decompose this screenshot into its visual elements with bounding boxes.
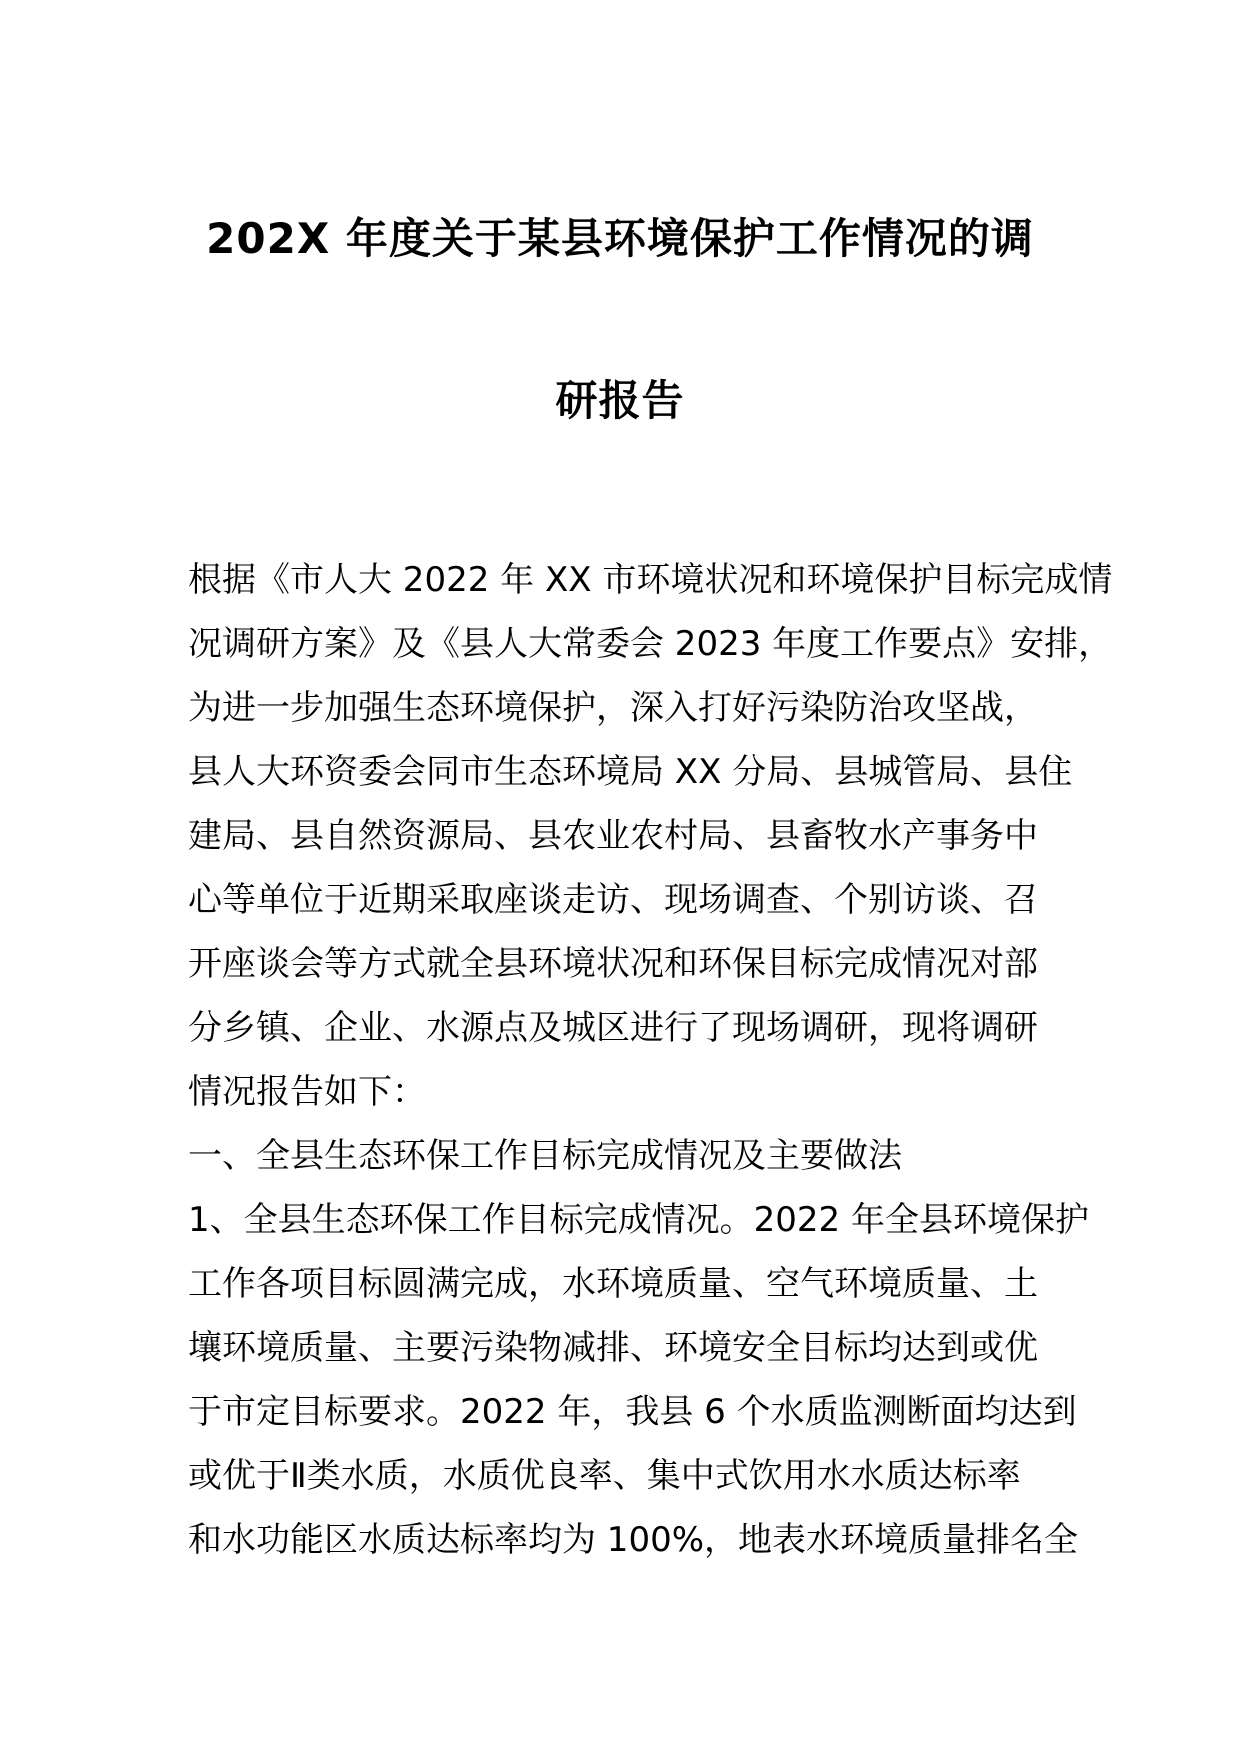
body-line: 况调研方案》及《县人大常委会 2023 年度工作要点》安排， [188, 624, 1113, 664]
section-heading: 一、全县生态环保工作目标完成情况及主要做法 [188, 1136, 902, 1176]
body-line: 或优于Ⅱ类水质，水质优良率、集中式饮用水水质达标率 [188, 1456, 1021, 1496]
body-line: 工作各项目标圆满完成，水环境质量、空气环境质量、土 [188, 1264, 1038, 1304]
body-line: 建局、县自然资源局、县农业农村局、县畜牧水产事务中 [188, 816, 1038, 856]
body-line: 心等单位于近期采取座谈走访、现场调查、个别访谈、召 [188, 880, 1038, 920]
body-line: 于市定目标要求。2022 年，我县 6 个水质监测断面均达到 [188, 1392, 1077, 1432]
document-title-line-2: 研报告 [555, 376, 685, 425]
body-line: 情况报告如下： [188, 1072, 426, 1112]
body-line: 根据《市人大 2022 年 XX 市环境状况和环境保护目标完成情 [188, 560, 1113, 600]
body-line: 分乡镇、企业、水源点及城区进行了现场调研，现将调研 [188, 1008, 1038, 1048]
body-line: 开座谈会等方式就全县环境状况和环保目标完成情况对部 [188, 944, 1038, 984]
body-line: 壤环境质量、主要污染物减排、环境安全目标均达到或优 [188, 1328, 1038, 1368]
body-line: 为进一步加强生态环境保护，深入打好污染防治攻坚战， [188, 688, 1038, 728]
document-title-line-1: 202X 年度关于某县环境保护工作情况的调 [206, 214, 1034, 263]
body-line: 1、全县生态环保工作目标完成情况。2022 年全县环境保护 [188, 1200, 1089, 1240]
document-body [188, 548, 1113, 1572]
body-line: 和水功能区水质达标率均为 100%，地表水环境质量排名全 [188, 1520, 1079, 1560]
body-line: 县人大环资委会同市生态环境局 XX 分局、县城管局、县住 [188, 752, 1073, 792]
